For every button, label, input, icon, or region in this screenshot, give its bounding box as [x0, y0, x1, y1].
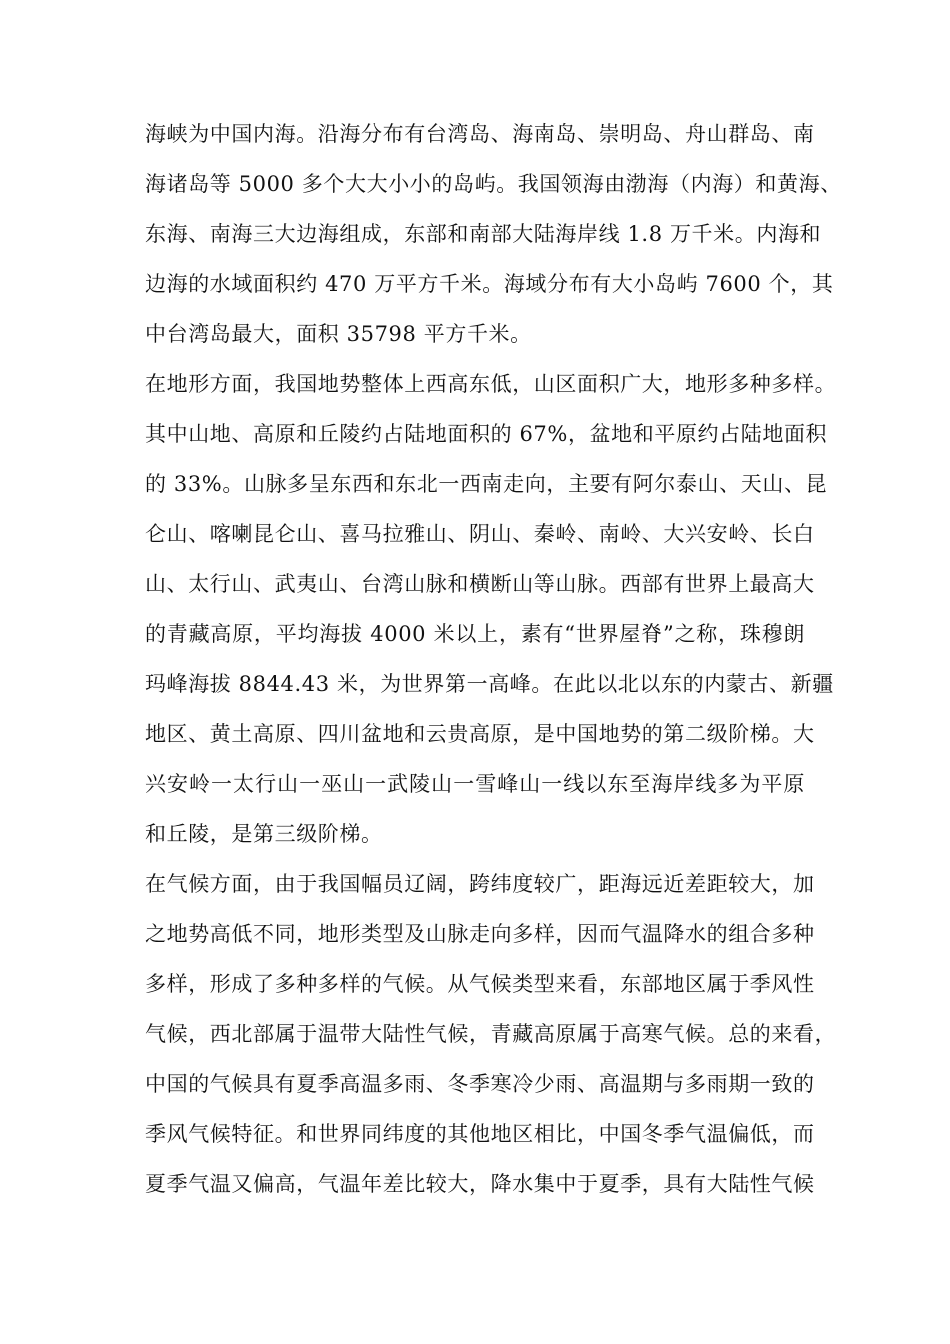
text-line: 夏季气温又偏高，气温年差比较大，降水集中于夏季，具有大陆性气候 [145, 1172, 815, 1196]
text-line: 之地势高低不同，地形类型及山脉走向多样，因而气温降水的组合多种 [145, 922, 815, 946]
text-line: 海峡为中国内海。沿海分布有台湾岛、海南岛、崇明岛、舟山群岛、南 [145, 122, 815, 146]
text-line: 兴安岭一太行山一巫山一武陵山一雪峰山一线以东至海岸线多为平原 [145, 772, 805, 796]
text-line: 的 33%。山脉多呈东西和东北一西南走向，主要有阿尔泰山、天山、昆 [145, 472, 828, 496]
text-line: 地区、黄土高原、四川盆地和云贵高原，是中国地势的第二级阶梯。大 [145, 722, 815, 746]
text-line: 在地形方面，我国地势整体上西高东低，山区面积广大，地形多种多样。 [145, 372, 837, 396]
text-line: 玛峰海拔 8844.43 米，为世界第一高峰。在此以北以东的内蒙古、新疆 [145, 672, 834, 696]
text-line: 中国的气候具有夏季高温多雨、冬季寒冷少雨、高温期与多雨期一致的 [145, 1072, 815, 1096]
text-line: 中台湾岛最大，面积 35798 平方千米。 [145, 322, 532, 346]
text-line: 的青藏高原，平均海拔 4000 米以上，素有“世界屋脊”之称，珠穆朗 [145, 622, 805, 646]
text-line: 海诸岛等 5000 多个大大小小的岛屿。我国领海由渤海（内海）和黄海、 [145, 172, 842, 196]
text-line: 多样，形成了多种多样的气候。从气候类型来看，东部地区属于季风性 [145, 972, 815, 996]
text-line: 仑山、喀喇昆仑山、喜马拉雅山、阴山、秦岭、南岭、大兴安岭、长白 [145, 522, 815, 546]
text-line: 季风气候特征。和世界同纬度的其他地区相比，中国冬季气温偏低，而 [145, 1122, 815, 1146]
text-line: 和丘陵，是第三级阶梯。 [145, 822, 383, 846]
text-line: 东海、南海三大边海组成，东部和南部大陆海岸线 1.8 万千米。内海和 [145, 222, 822, 246]
text-line: 其中山地、高原和丘陵约占陆地面积的 67%，盆地和平原约占陆地面积 [145, 422, 828, 446]
text-line: 山、太行山、武夷山、台湾山脉和横断山等山脉。西部有世界上最高大 [145, 572, 815, 596]
text-line: 气候，西北部属于温带大陆性气候，青藏高原属于高寒气候。总的来看， [145, 1022, 837, 1046]
text-line: 在气候方面，由于我国幅员辽阔，跨纬度较广，距海远近差距较大，加 [145, 872, 815, 896]
text-line: 边海的水域面积约 470 万平方千米。海域分布有大小岛屿 7600 个，其 [145, 272, 834, 296]
